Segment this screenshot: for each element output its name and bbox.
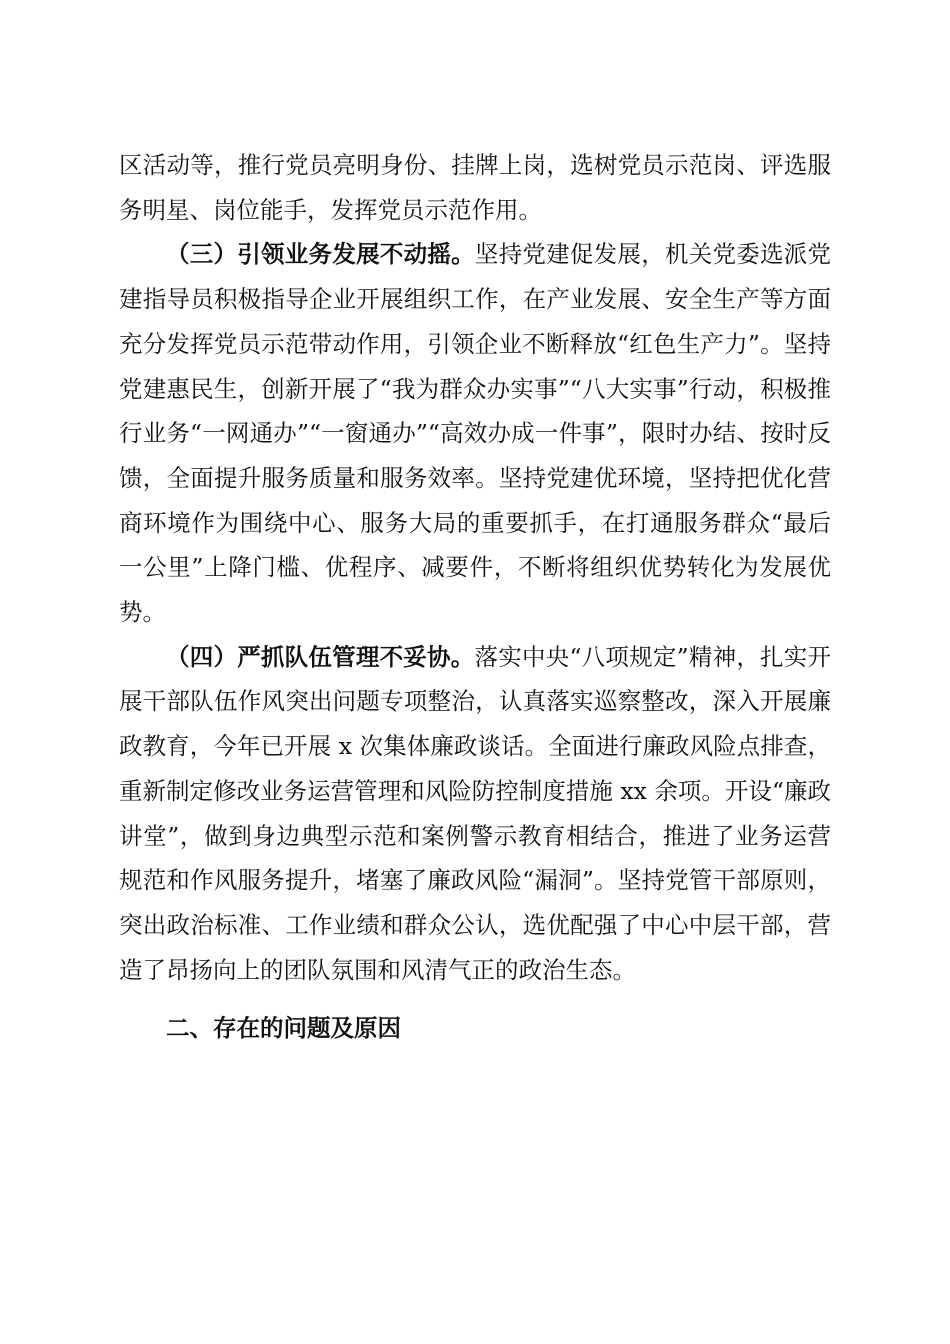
paragraph-lead-heading: （三）引领业务发展不动摇。 [166,240,475,269]
paragraph-section-three [119,232,831,634]
paragraph-text: 坚持党建促发展，机关党委选派党建指导员积极指导企业开展组织工作，在产业发展、安全生产等方面充分发挥党员示范带动作用，引领企业不断释放“红色生产力”。坚持党建惠民生，创新开展了“我为群众办实事”“八大实事”行动，积极推行业务“一网通办”“一窗通办”“高效办成一件事”，限时办结、按时反馈，全面提升服务质量和服务效率。坚持党建优环境，坚持把优化营商环境作为围绕中心、服务大局的重要抓手，在打通服务群众“最后一公里”上降门槛、优程序、减要件，不断将组织优势转化为发展优势。 [119,240,832,627]
paragraph-continuation [119,143,831,232]
paragraph-lead-heading: （四）严抓队伍管理不妥协。 [166,642,475,671]
paragraph-section-four [119,635,831,993]
section-heading: 二、存在的问题及原因 [166,1014,401,1043]
paragraph-text: 落实中央“八项规定”精神，扎实开展干部队伍作风突出问题专项整治，认真落实巡察整改，深入开展廉政教育，今年已开展 x 次集体廉政谈话。全面进行廉政风险点排查，重新制定修改业务运营管理和风险防控制度措施 xx 余项。开设“廉政讲堂”，做到身边典型示范和案例警示教育相结合，推进了业务运营规范和作风服务提升，堵塞了廉政风险“漏洞”。坚持党管干部原则，突出政治标准、工作业绩和群众公认，选优配强了中心中层干部，营造了昂扬向上的团队氛围和风清气正的政治生态。 [119,642,832,984]
paragraph-text: 区活动等，推行党员亮明身份、挂牌上岗，选树党员示范岗、评选服务明星、岗位能手，发挥党员示范作用。 [119,151,831,224]
document-page [119,143,831,1051]
